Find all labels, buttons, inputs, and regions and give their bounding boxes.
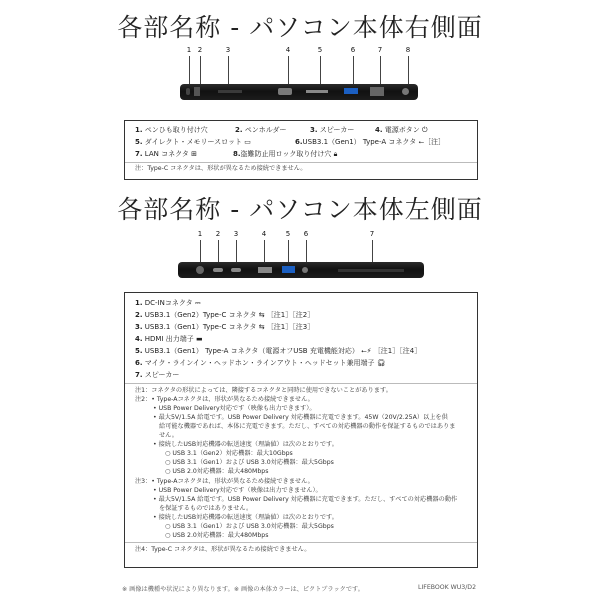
sd-card-icon: ▭ — [244, 138, 251, 146]
note-line: 注1：コネクタの形状によっては、隣接するコネクタと同時に使用できないことがあります。 — [135, 387, 392, 394]
speaker-grille-icon — [218, 90, 242, 93]
legend-item: 2. ペンホルダー — [235, 126, 287, 134]
laptop-left-side-image — [178, 262, 424, 278]
legend-item: 8.盗難防止用ロック取り付け穴 🔒︎ — [233, 150, 338, 158]
power-button-icon — [278, 88, 292, 95]
right-legend-box — [124, 120, 478, 180]
note-line: ○ USB 3.1（Gen1）および USB 3.0対応機器：最大5Gbps — [165, 523, 334, 530]
left-section-title: 各部名称 - パソコン本体左側面 — [117, 195, 483, 224]
note-line: ○ USB 2.0対応機器：最大480Mbps — [165, 468, 269, 475]
legend-item: 1. ペンひも取り付け穴 — [135, 126, 208, 134]
headset-icon: 🎧︎ — [376, 359, 386, 367]
usb-charge-icon: ⭠⚡ — [361, 347, 372, 355]
usb-c-icon: ⇆ — [258, 323, 265, 331]
memory-slot-icon — [306, 90, 328, 93]
dc-in-icon: ⎓ — [194, 299, 201, 307]
usb-a-port-icon — [282, 266, 295, 273]
left-legend-box — [124, 292, 478, 568]
note-line: 注3：• Type-Aコネクタは、形状が異なるため接続できません。 — [135, 478, 314, 485]
note-line: • USB Power Delivery対応です（映像は出力できません）。 — [153, 487, 322, 494]
pen-holder-icon — [194, 87, 200, 96]
callout-number: 1 — [197, 230, 203, 238]
lock-hole-icon — [402, 88, 409, 95]
note-line: • 接続したUSB対応機器の転送速度（理論値）は次のとおりです。 — [153, 441, 338, 448]
note-line: • USB Power Delivery対応です（映像も出力できます）。 — [153, 405, 316, 412]
model-name: LIFEBOOK WU3/D2 — [418, 584, 477, 591]
speaker-grille-icon — [338, 269, 404, 272]
callout-number: 2 — [215, 230, 221, 238]
power-icon: ⏻ — [422, 126, 428, 134]
legend-item: 5. USB3.1（Gen1） Type-A コネクタ（電源オフUSB 充電機能対応） ⭠⚡ ［注1］［注4］ — [135, 347, 422, 355]
callout-number: 4 — [261, 230, 267, 238]
hdmi-icon: ▬ — [195, 335, 203, 343]
note-line: ○ USB 2.0対応機器：最大480Mbps — [165, 532, 269, 539]
note-line: ○ USB 3.1（Gen1）および USB 3.0対応機器：最大5Gbps — [165, 459, 334, 466]
callout-number: 7 — [369, 230, 375, 238]
legend-item: 3. USB3.1（Gen1）Type-C コネクタ ⇆ ［注1］［注3］ — [135, 323, 315, 331]
legend-item: 4. HDMI 出力端子 ▬ — [135, 335, 203, 343]
callout-number: 5 — [317, 46, 323, 54]
legend-item: 5. ダイレクト・メモリースロット ▭ — [135, 138, 251, 146]
usb-a-port-icon — [344, 88, 358, 94]
audio-jack-icon — [302, 267, 308, 273]
hdmi-port-icon — [258, 267, 272, 273]
note-line: ○ USB 3.1（Gen2）対応機器：最大10Gbps — [165, 450, 293, 457]
note-line: せん。 — [159, 432, 178, 439]
usb-c-port-icon — [213, 268, 223, 272]
note-line: 給可能な機器であれば、本体に充電できます。ただし、すべての対応機器の動作を保証するものではありま — [159, 423, 456, 430]
legend-item: 1. DC-INコネクタ ⎓ — [135, 299, 201, 307]
callout-number: 4 — [285, 46, 291, 54]
legend-item: 3. スピーカー — [310, 126, 355, 134]
callout-number: 1 — [186, 46, 192, 54]
note-line: • 最大5V/1.5A 給電です。USB Power Delivery 対応機器に充電できます。ただし、すべての対応機器の動作 — [153, 496, 458, 503]
note-line: を保証するものではありません。 — [159, 505, 253, 512]
note-line: 注2：• Type-Aコネクタは、形状が異なるため接続できません。 — [135, 396, 314, 403]
usb-c-port-icon — [231, 268, 241, 272]
lock-icon: 🔒︎ — [333, 150, 338, 158]
note-line: • 最大5V/1.5A 給電です。USB Power Delivery 対応機器に充電できます。45W（20V/2.25A）以上を供 — [153, 414, 448, 421]
note-line: 注4：Type-C コネクタは、形状が異なるため接続できません。 — [135, 546, 311, 553]
callout-number: 3 — [225, 46, 231, 54]
lan-icon: ⊞ — [191, 150, 198, 158]
callout-number: 5 — [285, 230, 291, 238]
note-line: • 接続したUSB対応機器の転送速度（理論値）は次のとおりです。 — [153, 514, 338, 521]
legend-item: 4. 電源ボタン ⏻ — [375, 126, 428, 134]
callout-number: 2 — [197, 46, 203, 54]
footer-note: ※ 画像は機種や状況により異なります。※ 画像の本体カラーは、ピクトブラックです。 — [122, 586, 364, 593]
callout-number: 7 — [377, 46, 383, 54]
callout-number: 8 — [405, 46, 411, 54]
right-note: 注：Type-C コネクタは、形状が異なるため接続できません。 — [135, 165, 307, 172]
legend-item: 7. スピーカー — [135, 371, 180, 379]
dc-in-port-icon — [196, 266, 204, 274]
right-section-title: 各部名称 - パソコン本体右側面 — [117, 13, 483, 42]
legend-item: 6. マイク・ラインイン・ヘッドホン・ラインアウト・ヘッドセット兼用端子 🎧︎ — [135, 359, 386, 367]
callout-number: 6 — [350, 46, 356, 54]
usb-icon: ⭠ — [418, 138, 425, 146]
usb-c-icon: ⇆ — [258, 311, 265, 319]
laptop-right-side-image — [180, 84, 418, 100]
legend-item: 7. LAN コネクタ ⊞ — [135, 150, 198, 158]
pen-strap-hole-icon — [186, 88, 190, 95]
legend-item: 2. USB3.1（Gen2）Type-C コネクタ ⇆ ［注1］［注2］ — [135, 311, 315, 319]
callout-number: 3 — [233, 230, 239, 238]
callout-number: 6 — [303, 230, 309, 238]
lan-port-icon — [370, 87, 384, 96]
legend-item: 6.USB3.1（Gen1） Type-A コネクタ ⭠［注］ — [295, 138, 446, 146]
